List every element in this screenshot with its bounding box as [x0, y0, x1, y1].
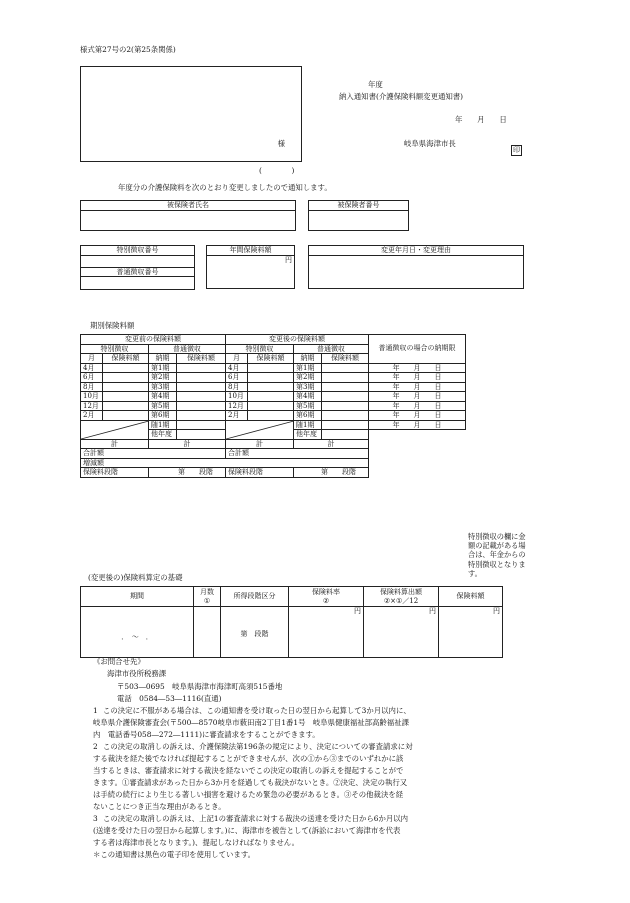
table-cell: 随1期 [149, 420, 177, 430]
period-table [80, 334, 466, 478]
table-row [81, 267, 195, 277]
basis-section-title: (変更後の)保険料算定の基礎 [88, 573, 183, 582]
table-row [207, 246, 295, 256]
table-cell [369, 439, 466, 449]
table-row [81, 363, 466, 373]
table-cell: 8月 [226, 382, 248, 392]
diagonal-cell [81, 420, 149, 439]
table-cell: 第1期 [294, 363, 322, 373]
table-cell [248, 373, 294, 383]
table-row [81, 382, 466, 392]
basis-header-rate: 保険料率 ② [289, 587, 364, 607]
insured-number-table [308, 200, 409, 231]
col-amount: 保険料額 [322, 354, 369, 364]
note-line: 当するときは、審査請求に対する裁決を経ないでこの決定の取消しの訴えを提起することがで [93, 766, 404, 775]
table-cell: 円 [439, 607, 503, 658]
before-label: 変更前の保険料額 [81, 335, 226, 345]
period-section-title: 期別保険料額 [90, 321, 135, 330]
issue-date: 年 月 日 [455, 115, 507, 124]
before-normal-total: 計 [149, 439, 226, 449]
table-row [81, 607, 503, 658]
table-cell: 第4期 [149, 392, 177, 402]
table-cell: 第2期 [149, 373, 177, 383]
table-cell: 随1期 [294, 420, 322, 430]
table-cell: 他年度 [294, 430, 322, 440]
annual-amount-table [206, 245, 295, 289]
table-row [81, 439, 466, 449]
col-amount: 保険料額 [248, 354, 294, 364]
table-row [81, 201, 296, 211]
sama-label: 様 [277, 138, 285, 148]
form-number: 様式第27号の2(第25条関係) [80, 45, 176, 54]
note-line: 岐阜県介護保険審査会(〒500―8570岐阜市薮田南2丁目1番1号 岐阜県健康福祉部高齢福祉課 [93, 718, 409, 727]
table-row [81, 373, 466, 383]
table-cell [248, 401, 294, 411]
table-cell: 年 月 日 [369, 382, 466, 392]
table-cell [322, 382, 369, 392]
table-cell: 10月 [226, 392, 248, 402]
note-line: この決定の取消しの訴えは、上記1の審査請求に対する裁決の送達を受けた日から6か月以内 [103, 814, 409, 823]
table-cell: 年 月 日 [369, 392, 466, 402]
table-cell [322, 363, 369, 373]
col-term: 納期 [149, 354, 177, 364]
address-paren: ( ) [259, 166, 295, 175]
note-line: 1 [93, 706, 98, 715]
note-line: ないことにつき正当な理由があるとき。 [93, 802, 226, 811]
table-cell: 年 月 日 [369, 411, 466, 421]
basis-header-months: 月数 ① [194, 587, 221, 607]
year-label: 年度 [368, 80, 383, 89]
table-cell [322, 430, 369, 440]
table-cell [103, 382, 149, 392]
table-row [309, 201, 409, 211]
table-row [81, 449, 466, 459]
insured-number-field [309, 210, 409, 230]
before-normal-label: 普通徴収 [149, 344, 226, 354]
before-sum: 合計額 [81, 449, 226, 459]
table-cell [248, 363, 294, 373]
after-special-label: 特別徴収 [226, 344, 294, 354]
insured-name-field [81, 210, 296, 230]
seal-stamp: 印 [513, 146, 520, 154]
table-cell [369, 449, 466, 459]
table-row [81, 468, 466, 478]
collection-number-table [80, 245, 195, 290]
diagonal-line [81, 421, 149, 439]
table-row [81, 246, 195, 256]
issuer: 岐阜県海津市長 [404, 139, 456, 148]
table-row [81, 420, 466, 430]
table-row [309, 246, 524, 256]
table-cell [322, 420, 369, 430]
table-cell: 12月 [226, 401, 248, 411]
after-stage-value: 第 段階 [294, 468, 369, 478]
table-cell: 円 [364, 607, 439, 658]
normal-number-label: 普通徴収番号 [81, 267, 195, 277]
table-cell [322, 411, 369, 421]
table-row [81, 411, 466, 421]
table-cell [248, 392, 294, 402]
document-title: 納入通知書(介護保険料額変更通知書) [339, 92, 464, 101]
after-special-total: 計 [226, 439, 294, 449]
table-cell [177, 382, 226, 392]
table-cell [103, 411, 149, 421]
special-number-label: 特別徴収番号 [81, 246, 195, 256]
table-cell: 第6期 [294, 411, 322, 421]
table-cell: 2月 [226, 411, 248, 421]
table-cell [248, 382, 294, 392]
table-cell [369, 430, 466, 440]
table-row [81, 335, 466, 345]
basis-header-income-class: 所得段階区分 [221, 587, 289, 607]
after-label: 変更後の保険料額 [226, 335, 369, 345]
special-number-field [81, 255, 195, 267]
table-cell [103, 392, 149, 402]
table-row [81, 392, 466, 402]
table-cell [177, 363, 226, 373]
col-month: 月 [226, 354, 248, 364]
table-cell [103, 373, 149, 383]
special-collection-note: 特別徴収の欄に金額の記載がある場合は、年金からの特別徴収となります。 [468, 532, 526, 578]
table-cell: 第4期 [294, 392, 322, 402]
col-amount: 保険料額 [103, 354, 149, 364]
note-line: する者は海津市長となります。)、提起しなければなりません。 [93, 838, 299, 847]
table-cell: 円 [289, 607, 364, 658]
annual-amount-field: 円 [207, 255, 295, 288]
basis-period-value: ． 〜 ． [81, 607, 194, 658]
table-cell: 年 月 日 [369, 363, 466, 373]
col-term: 納期 [294, 354, 322, 364]
intro-text: 年度分の介護保険料を次のとおり変更しましたので通知します。 [118, 183, 332, 192]
table-cell: 10月 [81, 392, 103, 402]
table-cell [177, 401, 226, 411]
note-line: この決定に不服がある場合は、この通知書を受け取った日の翌日から起算して3か月以内に、 [103, 706, 411, 715]
note-line: (送達を受けた日の翌日から起算します。)に、海津市を被告として(訴訟において海津市を代表 [93, 826, 401, 835]
insured-name-table [80, 200, 296, 231]
table-cell [369, 458, 466, 468]
table-cell: 4月 [226, 363, 248, 373]
table-cell: 第2期 [294, 373, 322, 383]
after-sum: 合計額 [226, 449, 369, 459]
footer-note: ＊この通知書は黒色の電子印を使用しています。 [93, 850, 256, 859]
note-line: は手続の続行により生じる著しい損害を避けるため緊急の必要があるとき。③その他裁決を経 [93, 790, 404, 799]
table-cell: 第6期 [149, 411, 177, 421]
table-cell [248, 411, 294, 421]
table-cell: 第3期 [149, 382, 177, 392]
change-field [309, 255, 524, 288]
after-normal-total: 計 [294, 439, 369, 449]
note-line: 3 [93, 814, 98, 823]
note-line: 2 [93, 742, 98, 751]
table-cell: 第5期 [149, 401, 177, 411]
basis-header-calculated: 保険料算出額 ②×①／12 [364, 587, 439, 607]
table-cell [177, 411, 226, 421]
table-cell [322, 373, 369, 383]
table-row [81, 277, 195, 290]
normal-number-field [81, 277, 195, 290]
table-row [81, 458, 466, 468]
table-cell [322, 392, 369, 402]
table-cell [194, 607, 221, 658]
table-cell [103, 363, 149, 373]
after-stage-label: 保険料段階 [226, 468, 294, 478]
note-line: この決定の取消しの訴えは、介護保険法第196条の規定により、決定についての審査請求に対 [103, 742, 413, 751]
table-cell: 他年度 [149, 430, 177, 440]
before-special-total: 計 [81, 439, 149, 449]
table-cell: 年 月 日 [369, 401, 466, 411]
table-row [81, 587, 503, 607]
before-special-label: 特別徴収 [81, 344, 149, 354]
insured-number-label: 被保険者番号 [309, 201, 409, 211]
table-cell [369, 468, 466, 478]
table-cell: 第5期 [294, 401, 322, 411]
note-line: する裁決を経た後でなければ提起することができませんが、次の①から③までのいずれかに該 [93, 754, 404, 763]
after-normal-label: 普通徴収 [294, 344, 369, 354]
table-row [81, 210, 296, 230]
table-cell: 6月 [81, 373, 103, 383]
table-cell: 第1期 [149, 363, 177, 373]
diagonal-line [226, 421, 294, 439]
table-cell: 2月 [81, 411, 103, 421]
table-cell: 8月 [81, 382, 103, 392]
table-cell [103, 401, 149, 411]
table-cell: 第3期 [294, 382, 322, 392]
deadline-label: 普通徴収の場合の納期限 [369, 335, 466, 364]
table-row [309, 255, 524, 288]
table-cell [177, 373, 226, 383]
note-line: 内 電話番号058―272―1111)に審査請求をすることができます。 [93, 730, 320, 739]
basis-table [80, 586, 503, 658]
diagonal-cell [226, 420, 294, 439]
address-box [80, 66, 302, 162]
contact-phone: 電話 0584―53―1116(直通) [117, 694, 222, 703]
table-row [309, 210, 409, 230]
table-row [81, 255, 195, 267]
table-cell: 12月 [81, 401, 103, 411]
insured-name-label: 被保険者氏名 [81, 201, 296, 211]
diff-row: 増減額 [81, 458, 369, 468]
annual-amount-label: 年間保険料額 [207, 246, 295, 256]
table-cell [177, 392, 226, 402]
table-cell [177, 430, 226, 440]
table-cell: 6月 [226, 373, 248, 383]
basis-header-amount: 保険料額 [439, 587, 503, 607]
basis-header-period: 期間 [81, 587, 194, 607]
before-stage-label: 保険料段階 [81, 468, 149, 478]
table-cell [177, 420, 226, 430]
table-cell: 年 月 日 [369, 373, 466, 383]
contact-address: 〒503―0695 岐阜県海津市海津町高須515番地 [117, 682, 283, 691]
col-amount: 保険料額 [177, 354, 226, 364]
table-cell [322, 401, 369, 411]
table-row [81, 401, 466, 411]
col-month: 月 [81, 354, 103, 364]
contact-dept: 海津市役所税務課 [107, 669, 167, 678]
change-table [308, 245, 524, 289]
table-cell: 4月 [81, 363, 103, 373]
note-line: きます。①審査請求があった日から3か月を経過しても裁決がないとき。②決定、決定の執行又 [93, 778, 408, 787]
contact-title: 《お問合せ先》 [93, 657, 145, 666]
before-stage-value: 第 段階 [149, 468, 226, 478]
table-row [207, 255, 295, 288]
basis-stage-value: 第 段階 [221, 607, 289, 658]
change-label: 変更年月日・変更理由 [309, 246, 524, 256]
table-cell: 年 月 日 [369, 420, 466, 430]
